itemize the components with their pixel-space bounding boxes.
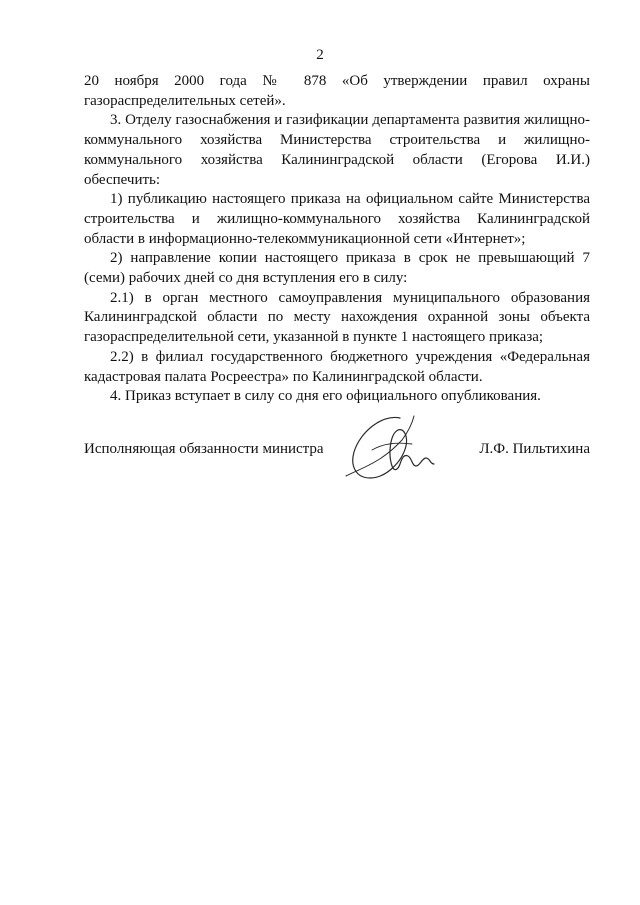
- signatory-position: Исполняющая обязанности министра: [84, 441, 324, 457]
- paragraph-item-3: 3. Отделу газоснабжения и газификации департамента развития жилищно-коммунального хозяйства Министерства строительства и жилищно-коммунального хозяйства Калининградской области (Егорова И.И.) обеспечить:: [84, 112, 590, 188]
- paragraph-item-2-2: 2.2) в филиал государственного бюджетного учреждения «Федеральная кадастровая палата Росреестра» по Калининградской области.: [84, 348, 590, 385]
- paragraph-item-3-2: 2) направление копии настоящего приказа в срок не превышающий 7 (семи) рабочих дней со дня вступления его в силу:: [84, 250, 590, 287]
- paragraph-item-2-1: 2.1) в орган местного самоуправления муниципального образования Калининградской области по месту нахождения охранной зоны объекта газораспределительной сети, указанной в пункте 1 настоящего приказа;: [84, 289, 590, 346]
- page-number: 2: [316, 47, 324, 63]
- paragraph-item-4: 4. Приказ вступает в силу со дня его официального опубликования.: [110, 388, 541, 405]
- signatory-name: Л.Ф. Пильтихина: [479, 441, 590, 457]
- handwritten-signature: [342, 410, 438, 484]
- document-body: [84, 72, 590, 407]
- paragraph-continuation: 20 ноября 2000 года № 878 «Об утверждении правил охраны газораспределительных сетей».: [84, 73, 590, 109]
- paragraph-item-3-1: 1) публикацию настоящего приказа на официальном сайте Министерства строительства и жилищно-коммунального хозяйства Калининградской области в информационно-телекоммуникационной сети «Интернет»;: [84, 191, 590, 247]
